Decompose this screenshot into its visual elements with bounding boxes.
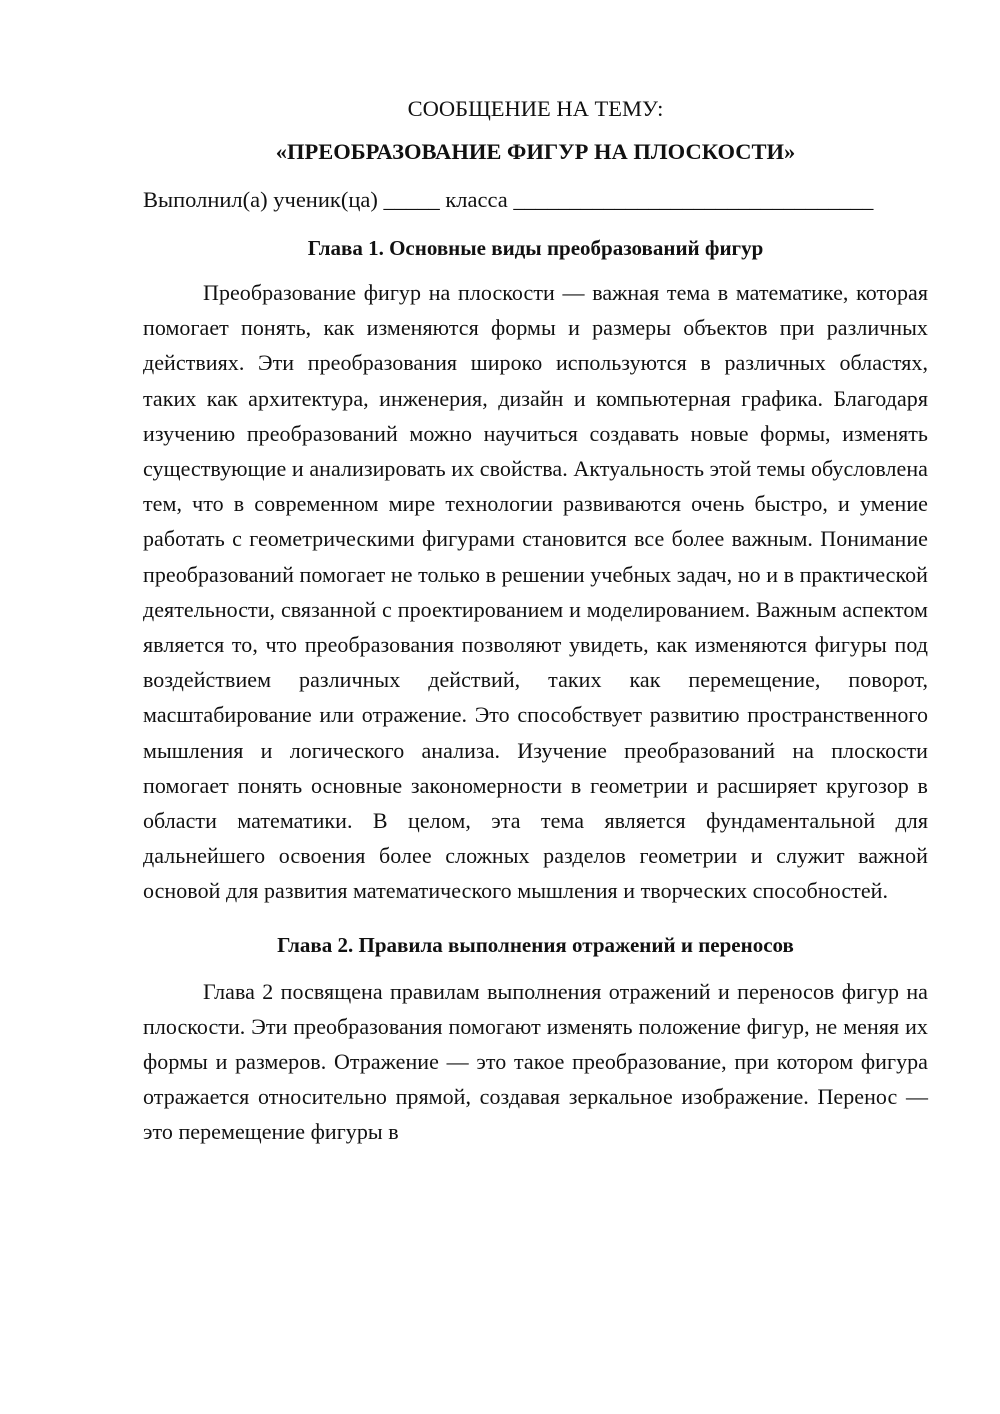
chapter-1-paragraph: Преобразование фигур на плоскости — важная тема в математике, которая помогает понять, как изменяются формы и размеры объектов при различных действиях. Эти преобразования широко используются в различных областях, таких как архитектура, инженерия, дизайн и компьютерная графика. Благодаря изучению преобразований можно научиться создавать новые формы, изменять существующие и анализировать их свойства. Актуальность этой темы обусловлена тем, что в современном мире технологии развиваются очень быстро, и умение работать с геометрическими фигурами становится все более важным. Понимание преобразований помогает не только в решении учебных задач, но и в практической деятельности, связанной с проектированием и моделированием. Важным аспектом является то, что преобразования позволяют увидеть, как изменяются фигуры под воздействием различных действий, таких как перемещение, поворот, масштабирование или отражение. Это способствует развитию пространственного мышления и логического анализа. Изучение преобразований на плоскости помогает понять основные закономерности в геометрии и расширяет кругозор в области математики. В целом, эта тема является фундаментальной для дальнейшего освоения более сложных разделов геометрии и служит важной основой для развития математического мышления и творческих способностей. (143, 280, 928, 904)
document-title-line-2: «ПРЕОБРАЗОВАНИЕ ФИГУР НА ПЛОСКОСТИ» (275, 139, 796, 164)
author-line: Выполнил(а) ученик(ца) _____ класса ________________________________ (143, 187, 874, 212)
document-page (143, 92, 928, 1150)
chapter-2-heading: Глава 2. Правила выполнения отражений и переносов (277, 932, 794, 957)
chapter-2-paragraph: Глава 2 посвящена правилам выполнения отражений и переносов фигур на плоскости. Эти преобразования помогают изменять положение фигур, не меняя их формы и размеров. Отражение — это такое преобразование, при котором фигура отражается относительно прямой, создавая зеркальное изображение. Перенос — это перемещение фигуры в (143, 978, 928, 1145)
document-title-line-1: СООБЩЕНИЕ НА ТЕМУ: (407, 96, 664, 121)
chapter-1-heading: Глава 1. Основные виды преобразований фигур (307, 236, 764, 260)
